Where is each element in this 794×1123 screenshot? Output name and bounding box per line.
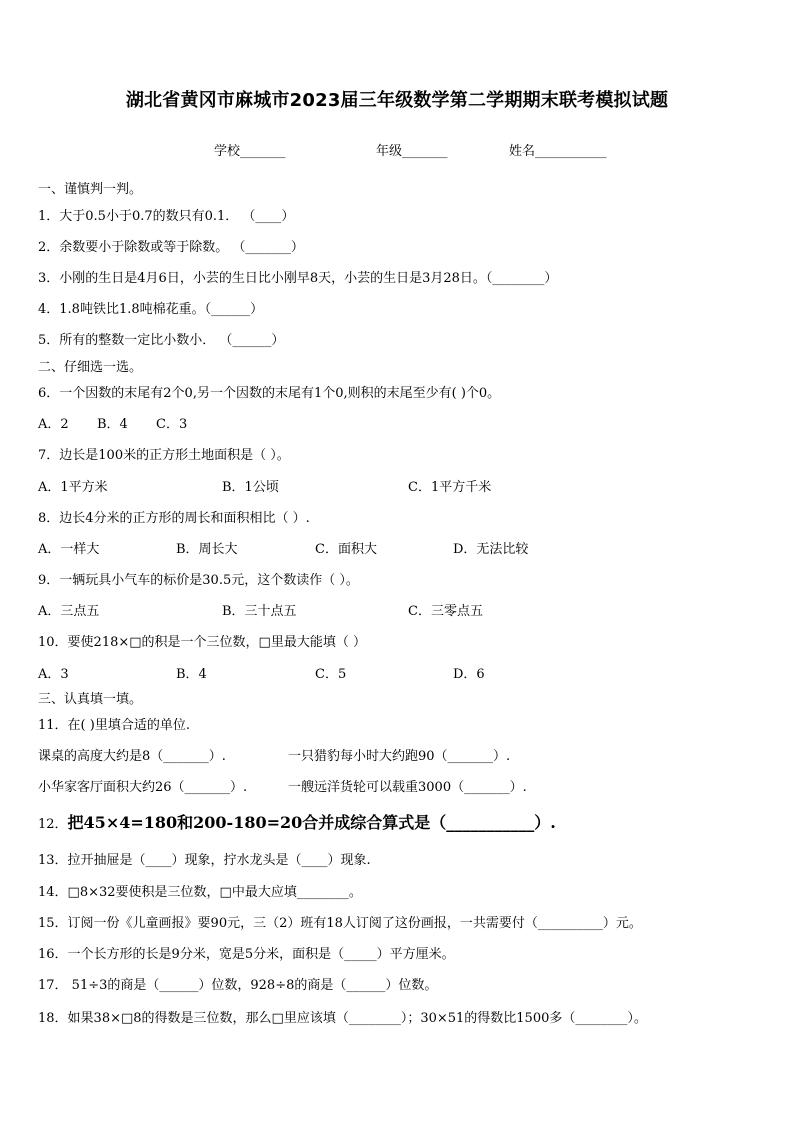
q10-option-a: A．3 bbox=[38, 667, 69, 682]
q10-option-d: D．6 bbox=[453, 667, 485, 682]
page-title: 湖北省黄冈市麻城市2023届三年级数学第二学期期末联考模拟试题 bbox=[125, 90, 669, 111]
question-3: 3．小刚的生日是4月6日，小芸的生日比小刚早8天，小芸的生日是3月28日。（________） bbox=[38, 271, 558, 286]
q9-option-b: B．三十点五 bbox=[222, 604, 297, 619]
question-14: 14．□8×32要使积是三位数，□中最大应填________。 bbox=[38, 885, 362, 900]
question-7: 7．边长是100米的正方形土地面积是（ ）。 bbox=[38, 448, 290, 463]
q8-option-b: B．周长大 bbox=[176, 542, 238, 557]
question-9: 9．一辆玩具小气车的标价是30.5元，这个数读作（ ）。 bbox=[38, 573, 359, 588]
question-11-part-c: 小华家客厅面积大约26（_______）. bbox=[38, 780, 248, 795]
section-heading-1: 一、谨慎判一判。 bbox=[38, 182, 143, 197]
q7-option-a: A．1平方米 bbox=[38, 480, 108, 495]
question-12-text: 把45×4=180和200-180=20合并成综合算式是（___________）. bbox=[67, 813, 556, 832]
q8-option-d: D．无法比较 bbox=[453, 542, 529, 557]
q8-option-c: C．面积大 bbox=[315, 542, 377, 557]
question-8: 8．边长4分米的正方形的周长和面积相比（ ）. bbox=[38, 511, 310, 526]
question-11-part-b: 一只猎豹每小时大约跑90（_______）. bbox=[288, 749, 511, 764]
question-12-number: 12． bbox=[38, 817, 68, 832]
question-11-part-a: 课桌的高度大约是8（_______）. bbox=[38, 749, 226, 764]
question-11: 11．在( )里填合适的单位. bbox=[38, 718, 190, 733]
question-12 bbox=[38, 815, 556, 833]
question-18: 18．如果38×□8的得数是三位数，那么□里应该填（________）；30×51的得数比1500多（________）。 bbox=[38, 1011, 647, 1026]
question-15: 15．订阅一份《儿童画报》要90元，三（2）班有18人订阅了这份画报，一共需要付（__________）元。 bbox=[38, 916, 642, 931]
q6-option-a: A．2 bbox=[38, 417, 69, 432]
question-1: 1．大于0.5小于0.7的数只有0.1． （____） bbox=[38, 209, 295, 224]
question-5: 5．所有的整数一定比小数小． （______） bbox=[38, 333, 285, 348]
question-2: 2．余数要小于除数或等于除数。 （_______） bbox=[38, 240, 304, 255]
question-17: 17． 51÷3的商是（______）位数，928÷8的商是（______）位数。 bbox=[38, 978, 438, 993]
name-field: 姓名___________ bbox=[509, 144, 607, 159]
q7-option-b: B．1公顷 bbox=[222, 480, 279, 495]
question-4: 4．1.8吨铁比1.8吨棉花重。（______） bbox=[38, 302, 264, 317]
q10-option-c: C．5 bbox=[315, 667, 347, 682]
question-10: 10．要使218×□的积是一个三位数，□里最大能填（ ） bbox=[38, 635, 366, 650]
q8-option-a: A．一样大 bbox=[38, 542, 100, 557]
school-field: 学校_______ bbox=[214, 144, 286, 159]
section-heading-3: 三、认真填一填。 bbox=[38, 692, 143, 707]
question-6: 6．一个因数的末尾有2个0,另一个因数的末尾有1个0,则积的末尾至少有( )个0。 bbox=[38, 386, 501, 401]
q6-option-c: C．3 bbox=[156, 417, 188, 432]
question-13: 13．拉开抽屉是（____）现象，拧水龙头是（____）现象. bbox=[38, 853, 371, 868]
question-11-part-d: 一艘远洋货轮可以载重3000（_______）. bbox=[288, 780, 527, 795]
q9-option-a: A．三点五 bbox=[38, 604, 100, 619]
q10-option-b: B．4 bbox=[176, 667, 207, 682]
q7-option-c: C．1平方千米 bbox=[408, 480, 492, 495]
q9-option-c: C．三零点五 bbox=[408, 604, 483, 619]
grade-field: 年级_______ bbox=[376, 144, 448, 159]
question-16: 16．一个长方形的长是9分米，宽是5分米，面积是（_____）平方厘米。 bbox=[38, 947, 455, 962]
q6-option-b: B．4 bbox=[97, 417, 128, 432]
section-heading-2: 二、仔细选一选。 bbox=[38, 360, 143, 375]
